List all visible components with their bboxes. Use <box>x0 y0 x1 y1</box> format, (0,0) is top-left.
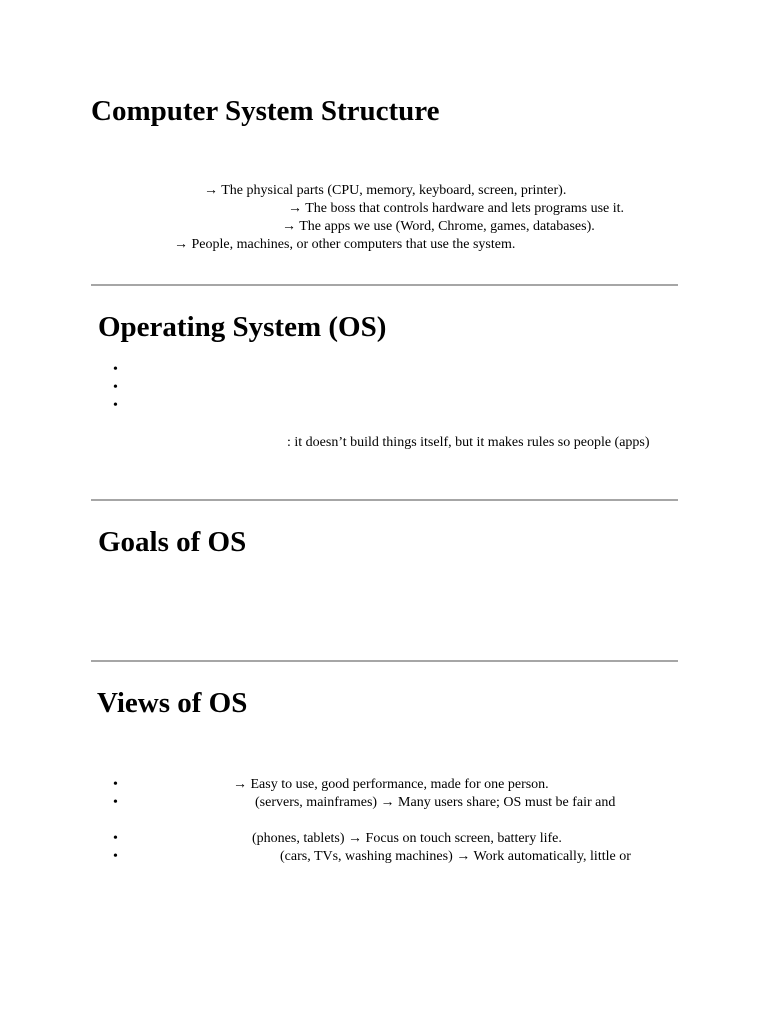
os-heading: Operating System (OS) <box>98 311 387 343</box>
os-bullet-3: • <box>113 398 118 413</box>
views-item-desktop: → Easy to use, good performance, made for one person. <box>233 777 549 792</box>
views-bullet-1: • <box>113 777 118 792</box>
views-bullet-3: • <box>113 831 118 846</box>
structure-line-users: → People, machines, or other computers that use the system. <box>174 237 516 252</box>
views-heading: Views of OS <box>97 687 248 719</box>
section-divider <box>91 284 678 286</box>
goals-heading: Goals of OS <box>98 526 247 558</box>
views-bullet-2: • <box>113 795 118 810</box>
os-trailing-text: : it doesn’t build things itself, but it makes rules so people (apps) <box>287 435 650 450</box>
structure-line-apps: → The apps we use (Word, Chrome, games, databases). <box>282 219 595 234</box>
structure-line-hardware: → The physical parts (CPU, memory, keyboard, screen, printer). <box>204 183 567 198</box>
views-item-mobile: (phones, tablets) → Focus on touch screen, battery life. <box>252 831 562 846</box>
section-divider <box>91 660 678 662</box>
os-bullet-1: • <box>113 362 118 377</box>
section-divider <box>91 499 678 501</box>
os-bullet-2: • <box>113 380 118 395</box>
views-item-mainframe: (servers, mainframes) → Many users share; OS must be fair and <box>255 795 616 810</box>
structure-line-os: → The boss that controls hardware and lets programs use it. <box>288 201 625 216</box>
page-title: Computer System Structure <box>91 95 440 127</box>
views-item-embedded: (cars, TVs, washing machines) → Work automatically, little or <box>280 849 631 864</box>
views-bullet-4: • <box>113 849 118 864</box>
